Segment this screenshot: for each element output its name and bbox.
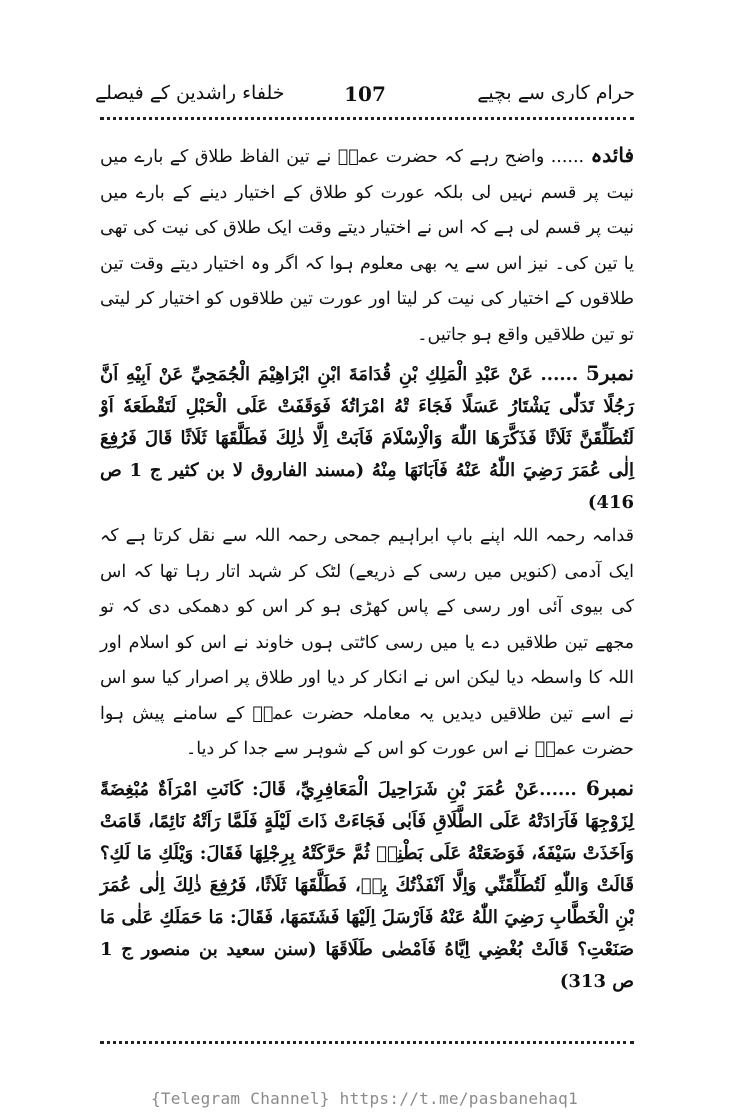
hadith-6-arabic-text: ......عَنْ عُمَرَ بْنِ شَرَاحِيلَ الْمَعَافِرِيِّ، قَالَ: كَانَتِ امْرَاَةٌ مُبْغِضَةً لِزَوْجِهَا فَاَرَادَتْهُ عَلَى الطَّلَاقِ فَاَبٰى فَجَاءَتْ ذَاتَ لَيْلَةٍ فَلَمَّا رَاَتْهُ نَائِمًا، قَامَتْ وَاَخَذَتْ سَيْفَهٗ، فَوَضَعَتْهُ عَلَى بَطْنِهٖ ثُمَّ حَرَّكَتْهُ بِرِجْلِهَا فَقَالَ: وَيْلَكِ مَا لَكِ؟ قَالَتْ وَاللّٰهِ لَتُطَلِّقَنِّي وَاِلَّا اَنْفَذْتُكَ بِهٖ، فَطَلَّقَهَا ثَلَاثًا، فَرُفِعَ ذٰلِكَ اِلٰى عُمَرَ بْنِ الْخَطَّابِ رَضِيَ اللّٰهُ عَنْهُ فَاَرْسَلَ اِلَيْهَا فَشَتَمَهَا، فَقَالَ: مَا حَمَلَكِ عَلٰى مَا صَنَعْتِ؟ قَالَتْ بُغْضِي اِيَّاهُ فَاَمْضٰى طَلَاقَهَا [100,778,634,960]
telegram-watermark: {Telegram Channel} https://t.me/pasbanehaq1 [150,1089,579,1108]
hadith-5-translation: قدامہ رحمہ اللہ اپنے باپ ابراہیم جمحی رحمہ اللہ سے نقل کرتا ہے کہ ایک آدمی (کنویں میں رسی کے ذریعے) لٹک کر شہد اتار رہا تھا کہ اس کی بیوی آئی اور رسی کے پاس کھڑی ہو کر اس کو دھمکی دی کہ تو مجھے تین طلاقیں دے یا میں رسی کاٹتی ہوں خاوند نے اس کو اسلام اور اللہ کا واسطہ دیا لیکن اس نے انکار کر دیا اور طلاق پر اصرار کیا سو اس نے اسے تین طلاقیں دیدیں یہ معاملہ حضرت عمرؓ کے سامنے پیش ہوا حضرت عمرؓ نے اس عورت کو اس کے شوہر سے جدا کر دیا۔ [100,526,634,759]
hadith-5-label: نمبر5 [585,361,634,385]
footer-divider [100,1041,634,1044]
hadith-5-arabic-text: ...... عَنْ عَبْدِ الْمَلِكِ بْنِ قُدَامَةَ ابْنِ ابْرَاهِيْمَ الْجُمَحِيِّ عَنْ اَبِيْهِ اَنَّ رَجُلًا تَدَلّٰى يَشْتَارُ عَسَلًا فَجَاءَ تْهُ امْرَاتُهٗ فَوَقَفَتْ عَلَى الْحَبْلِ لَتَقْطَعَهٗ اَوْ لَتُطَلِّقَنَّ ثَلَاثًا فَذَكَّرَهَا اللّٰهَ وَالْاِسْلَامَ فَاَبَتْ اِلَّا ذٰلِكَ فَطَلَّقَهَا ثَلَاثًا قَالَ فَرُفِعَ اِلٰى عُمَرَ رَضِيَ اللّٰهُ عَنْهُ فَاَبَانَهَا مِنْهُ [100,364,634,481]
page-header [95,78,635,114]
hadith-6-source: (سنن سعید بن منصور ج 1 ص 313) [100,938,634,992]
hadith-5-source: (مسند الفاروق لا بن کثیر ج 1 ص 416) [100,460,634,513]
fayda-paragraph [100,138,634,353]
page-number: 107 [344,82,386,106]
hadith-6-arabic [100,772,634,998]
chapter-title: خلفاء راشدین کے فیصلے [95,82,285,104]
fayda-label: فائدہ [590,143,634,167]
book-title: حرام کاری سے بچیے [477,82,635,104]
hadith-6-label: نمبر6 [585,775,634,800]
hadith-5-arabic [100,357,634,519]
fayda-text: ...... واضح رہے کہ حضرت عمرؓ نے تین الفاظ طلاق کے بارے میں نیت پر قسم نہیں لی بلکہ عورت کو طلاق کے اختیار دینے کے بارے میں نیت پر قسم لی ہے کہ اس نے اختیار دیتے وقت ایک طلاق کی نیت کی تھی یا تین کی۔ نیز اس سے یہ بھی معلوم ہوا کہ اگر وہ اختیار دیتے وقت تین طلاقوں کے اختیار کی نیت کر لیتا اور عورت تین طلاقوں کو اختیار کر لیتی تو تین طلاقیں واقع ہو جاتیں۔ [100,147,634,345]
page-body [100,138,634,998]
header-divider [100,117,634,120]
